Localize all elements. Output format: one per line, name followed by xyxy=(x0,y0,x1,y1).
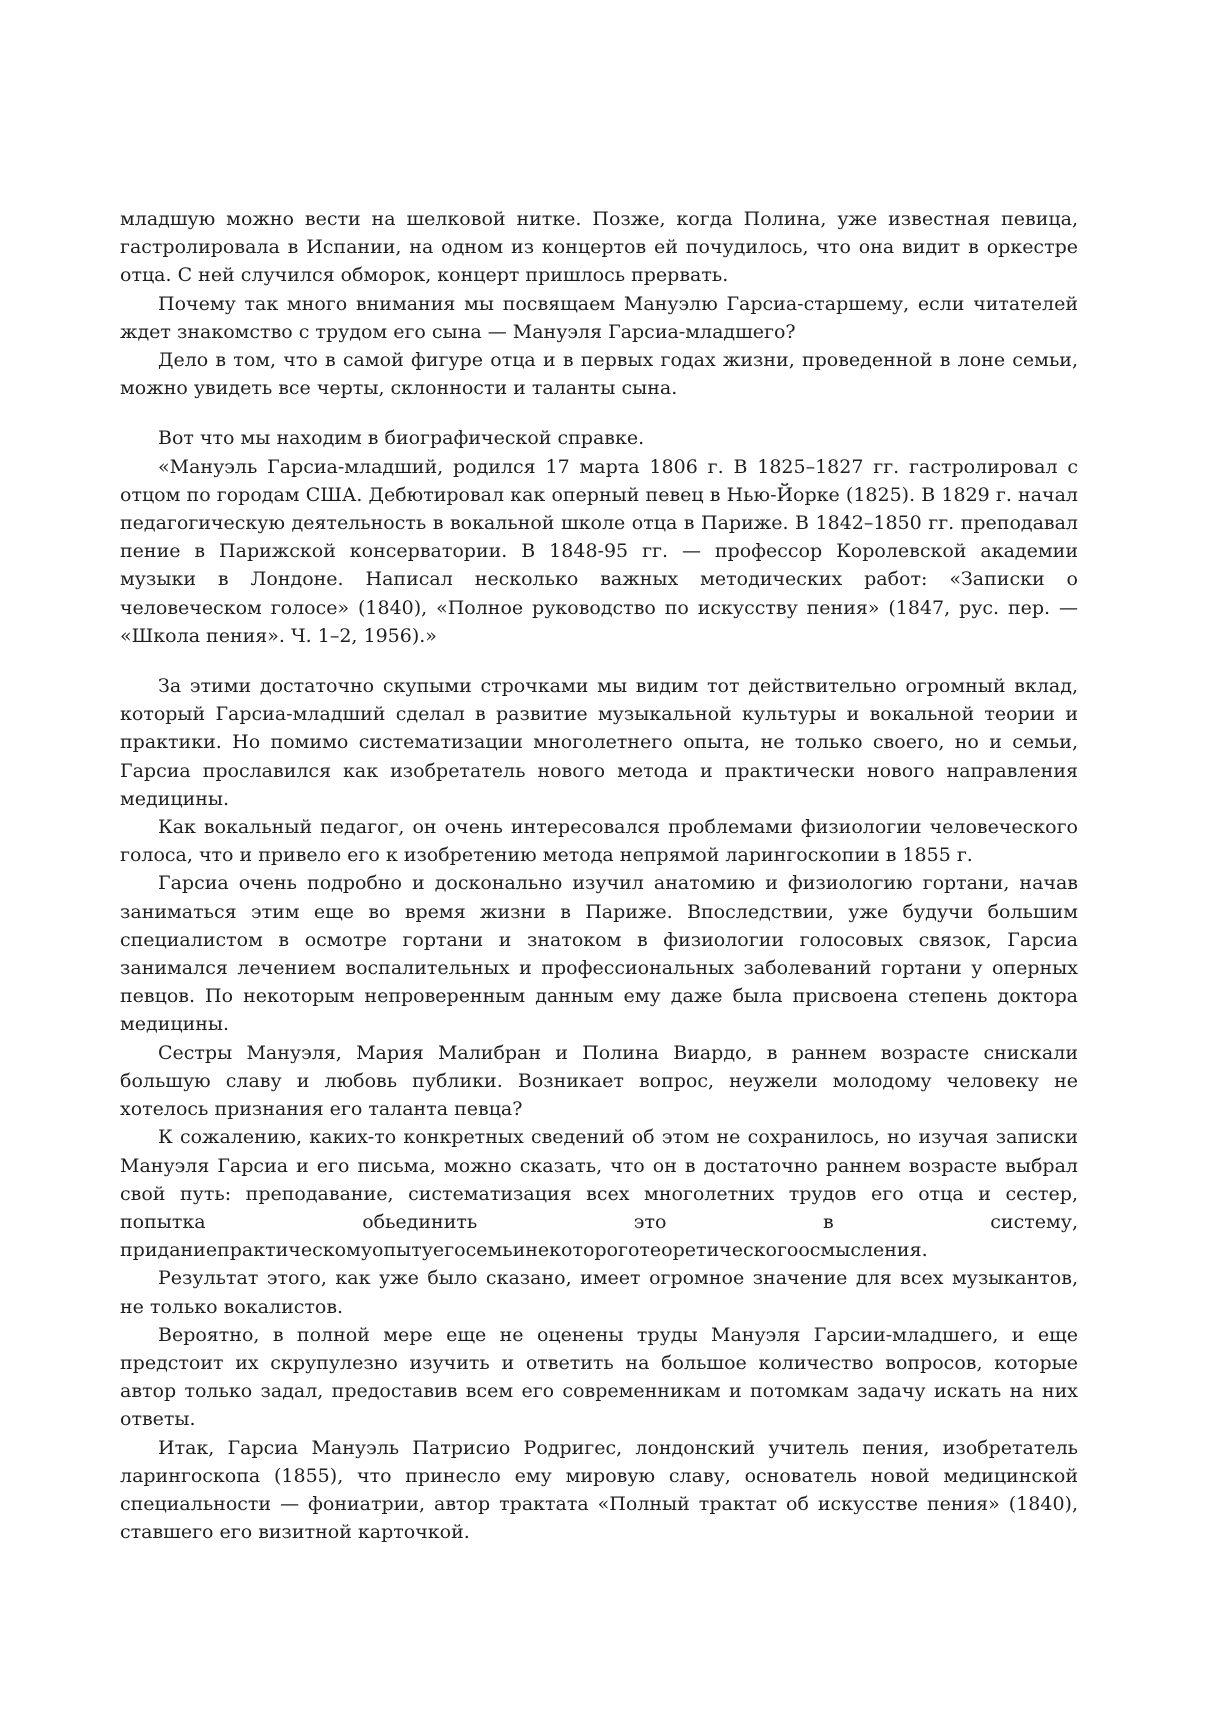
paragraph-9: Сестры Мануэля, Мария Малибран и Полина Виардо, в раннем возрасте снискали большую славу и любовь публики. Возникает вопрос, неужели молодому человеку не хотелось признания его таланта певца? xyxy=(120,1041,1078,1121)
paragraph-3: Дело в том, что в самой фигуре отца и в первых годах жизни, проведенной в лоне семьи, можно увидеть все черты, склонности и таланты сына. xyxy=(120,349,1078,400)
biography-quote: «Мануэль Гарсиа-младший, родился 17 марта 1806 г. В 1825–1827 гг. гастролировал с отцом по городам США. Дебютировал как оперный певец в Нью-Йорке (1825). В 1829 г. начал педагогическую деятельность в вокальной школе отца в Париже. В 1842–1850 гг. преподавал пение в Парижской консерватории. В 1848-95 гг. — профессор Королевской академии музыки в Лондоне. Написал несколько важных методических работ: «Записки о человеческом голосе» (1840), «Полное руководство по искусству пения» (1847, рус. пер. — «Школа пения». Ч. 1–2, 1956).» xyxy=(120,455,1078,647)
paragraph-2: Почему так много внимания мы посвящаем Мануэлю Гарсиа-старшему, если читателей ждет знакомство с трудом его сына — Мануэля Гарсиа-младшего? xyxy=(120,292,1078,343)
paragraph-6: За этими достаточно скупыми строчками мы видим тот действительно огромный вклад, который Гарсиа-младший сделал в развитие музыкальной культуры и вокальной теории и практики. Но помимо систематизации многолетнего опыта, не только своего, но и семьи, Гарсиа прославился как изобретатель нового метода и практически нового направления медицины. xyxy=(120,675,1078,810)
paragraph-4: Вот что мы находим в биографической справке. xyxy=(158,427,645,450)
document-body xyxy=(120,205,1078,1546)
paragraph-11: Результат этого, как уже было сказано, имеет огромное значение для всех музыкантов, не только вокалистов. xyxy=(120,1267,1078,1318)
paragraph-12: Вероятно, в полной мере еще не оценены труды Мануэля Гарсии-младшего, и еще предстоит их скрупулезно изучить и ответить на большое количество вопросов, которые автор только задал, предоставив всем его современникам и потомкам задачу искать на них ответы. xyxy=(120,1323,1078,1431)
paragraph-10: К сожалению, каких-то конкретных сведений об этом не сохранилось, но изучая записки Мануэля Гарсиа и его письма, можно сказать, что он в достаточно раннем возрасте выбрал свой путь: преподавание, систематизация всех многолетних трудов его отца и сестер, попытка обьединить это в систему, приданиепрактическомуопытуегосемьинекотороготеоретическогоосмысления. xyxy=(120,1126,1078,1262)
paragraph-7: Как вокальный педагог, он очень интересовался проблемами физиологии человеческого голоса, что и привело его к изобретению метода непрямой ларингоскопии в 1855 г. xyxy=(120,816,1078,867)
paragraph-1: младшую можно вести на шелковой нитке. Позже, когда Полина, уже известная певица, гастролировала в Испании, на одном из концертов ей почудилось, что она видит в оркестре отца. С ней случился обморок, концерт пришлось прервать. xyxy=(120,208,1078,287)
paragraph-13: Итак, Гарсиа Мануэль Патрисио Родригес, лондонский учитель пения, изобретатель ларингоскопа (1855), что принесло ему мировую славу, основатель новой медицинской специальности — фониатрии, автор трактата «Полный трактат об искусстве пения» (1840), ставшего его визитной карточкой. xyxy=(120,1436,1078,1544)
paragraph-8: Гарсиа очень подробно и досконально изучил анатомию и физиологию гортани, начав заниматься этим еще во время жизни в Париже. Впоследствии, уже будучи большим специалистом в осмотре гортани и знатоком в физиологии голосовых связок, Гарсиа занимался лечением воспалительных и профессиональных заболеваний гортани у оперных певцов. По некоторым непроверенным данным ему даже была присвоена степень доктора медицины. xyxy=(120,872,1078,1036)
